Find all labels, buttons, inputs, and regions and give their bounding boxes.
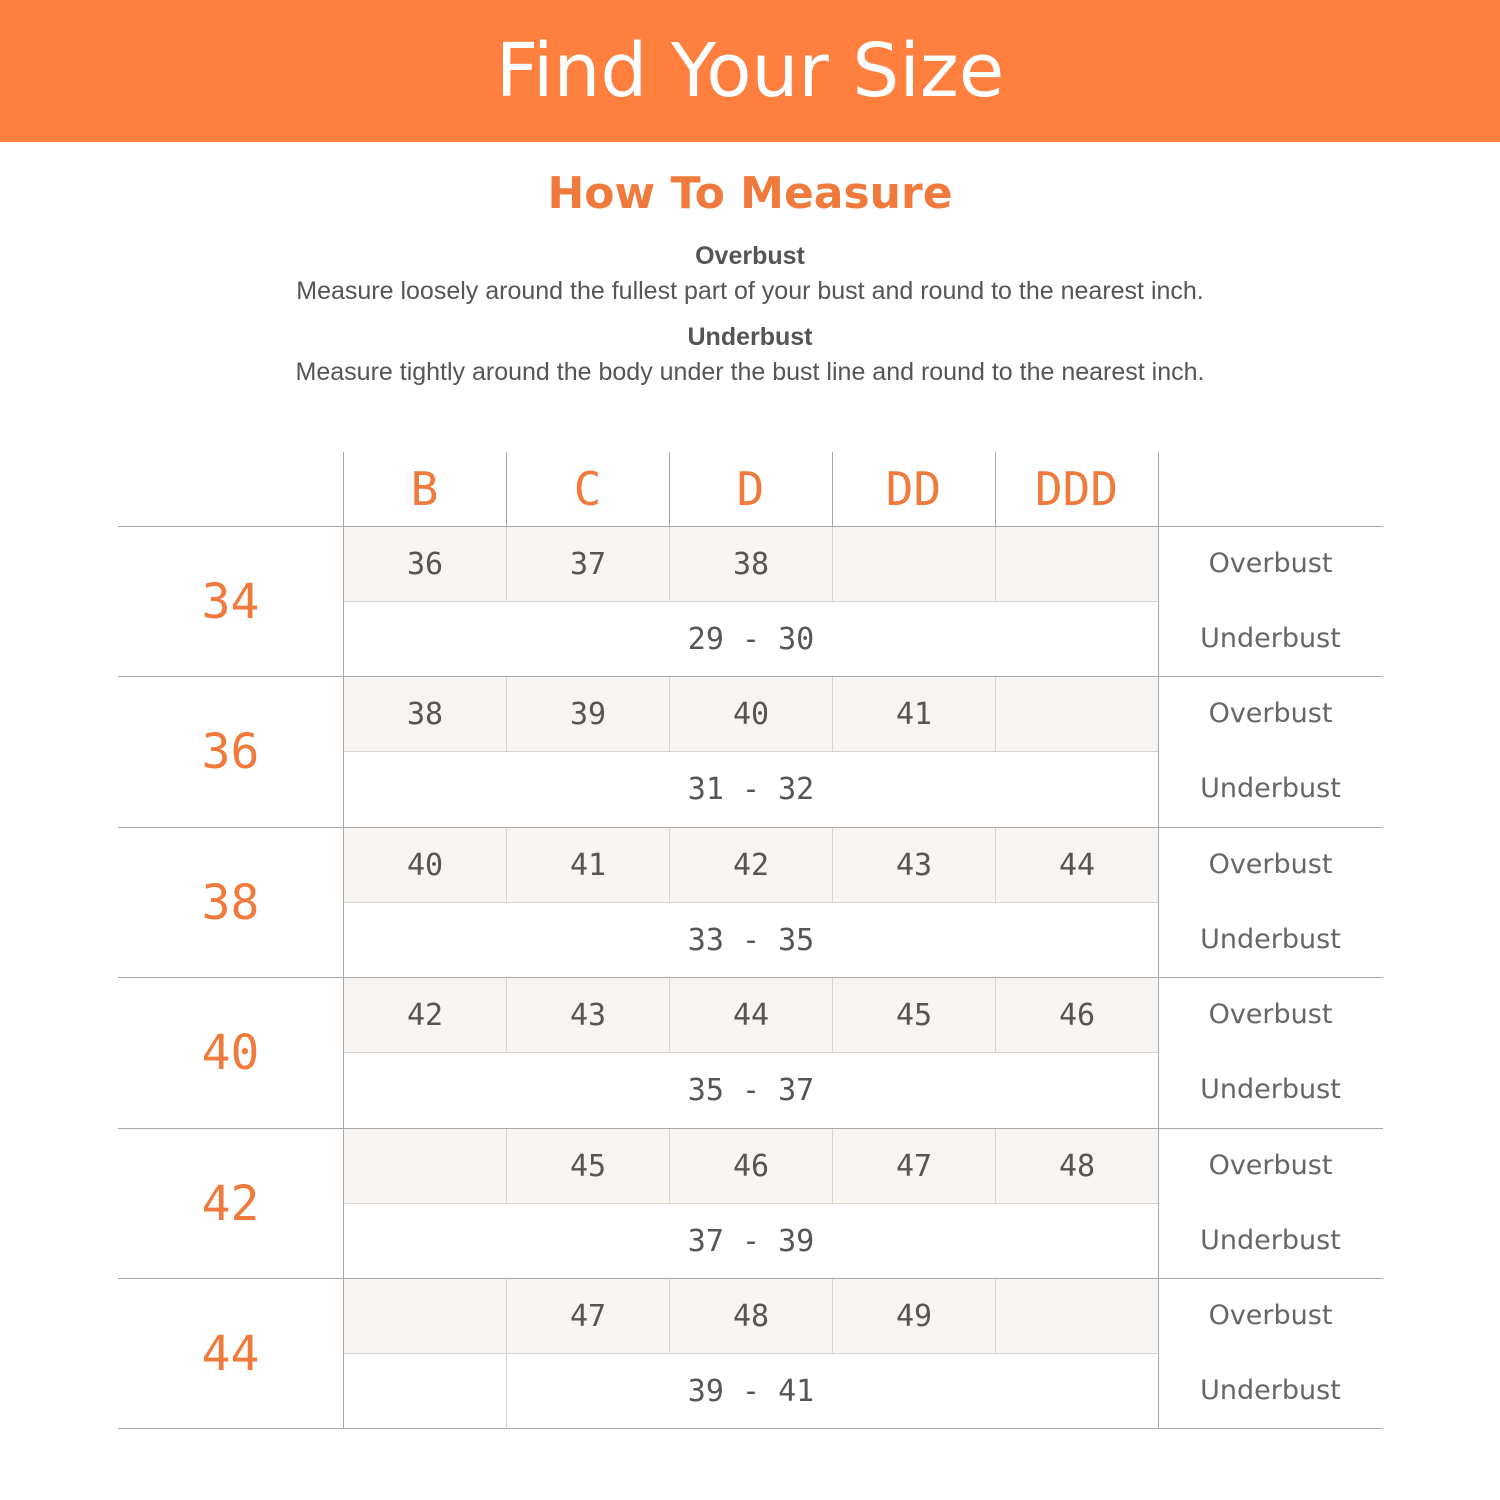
band-size-38: 38 (201, 875, 260, 931)
overbust-label: Overbust (1208, 999, 1333, 1030)
underbust-label: Underbust (1200, 623, 1341, 654)
underbust-term: Underbust (687, 323, 813, 351)
underbust-label: Underbust (1200, 773, 1341, 804)
overbust-cell: 36 (344, 527, 507, 601)
band-size-44: 44 (201, 1326, 260, 1382)
overbust-cell: 38 (344, 677, 507, 751)
overbust-cell: 49 (833, 1279, 996, 1353)
overbust-cell: 47 (833, 1129, 996, 1203)
underbust-description: Measure tightly around the body under the bust line and round to the nearest inch. (295, 358, 1205, 386)
header-column-rule (669, 452, 670, 526)
header-column-rule (995, 452, 996, 526)
overbust-label: Overbust (1208, 548, 1333, 579)
overbust-cell: 37 (507, 527, 670, 601)
overbust-cell: 40 (344, 828, 507, 902)
cup-header-d: D (736, 462, 765, 516)
band-size-42: 42 (201, 1176, 260, 1232)
header-column-rule (832, 452, 833, 526)
cup-header-c: C (573, 462, 602, 516)
cup-header-dd: DD (885, 462, 942, 516)
overbust-cell: 39 (507, 677, 670, 751)
cup-header-b: B (410, 462, 439, 516)
overbust-cell: 44 (996, 828, 1158, 902)
overbust-cell (833, 527, 996, 601)
underbust-label: Underbust (1200, 924, 1341, 955)
overbust-cell (996, 677, 1158, 751)
underbust-label: Underbust (1200, 1375, 1341, 1406)
banner-title: Find Your Size (495, 28, 1005, 114)
overbust-cell (344, 1279, 507, 1353)
underbust-label: Underbust (1200, 1074, 1341, 1105)
overbust-cell: 45 (507, 1129, 670, 1203)
overbust-cell (344, 1129, 507, 1203)
header-column-rule (343, 452, 344, 526)
overbust-cell: 43 (833, 828, 996, 902)
underbust-range: 31 - 32 (687, 771, 815, 807)
overbust-label: Overbust (1208, 1150, 1333, 1181)
underbust-range: 35 - 37 (687, 1072, 815, 1108)
cup-header-ddd: DDD (1034, 462, 1119, 516)
overbust-cell: 48 (996, 1129, 1158, 1203)
overbust-cell: 41 (833, 677, 996, 751)
header-column-rule (1158, 452, 1159, 526)
overbust-cell: 40 (670, 677, 833, 751)
overbust-label: Overbust (1208, 849, 1333, 880)
overbust-cell: 47 (507, 1279, 670, 1353)
overbust-cell: 46 (670, 1129, 833, 1203)
overbust-cell: 38 (670, 527, 833, 601)
overbust-cell: 42 (344, 978, 507, 1052)
band-size-34: 34 (201, 574, 260, 630)
underbust-range: 29 - 30 (687, 621, 815, 657)
underbust-label: Underbust (1200, 1225, 1341, 1256)
overbust-cell (996, 527, 1158, 601)
overbust-cell: 43 (507, 978, 670, 1052)
overbust-cell: 46 (996, 978, 1158, 1052)
overbust-description: Measure loosely around the fullest part of your bust and round to the nearest inch. (296, 277, 1204, 305)
header-column-rule (506, 452, 507, 526)
overbust-term: Overbust (695, 242, 805, 270)
overbust-cell: 42 (670, 828, 833, 902)
overbust-cell (996, 1279, 1158, 1353)
overbust-cell: 48 (670, 1279, 833, 1353)
overbust-cell: 45 (833, 978, 996, 1052)
underbust-range: 39 - 41 (687, 1373, 815, 1409)
underbust-range: 37 - 39 (687, 1223, 815, 1259)
band-size-40: 40 (201, 1025, 260, 1081)
underbust-range: 33 - 35 (687, 922, 815, 958)
how-to-measure-title: How To Measure (547, 168, 953, 219)
overbust-label: Overbust (1208, 698, 1333, 729)
overbust-cell: 44 (670, 978, 833, 1052)
band-size-36: 36 (201, 724, 260, 780)
banner (0, 0, 1500, 142)
overbust-cell: 41 (507, 828, 670, 902)
overbust-label: Overbust (1208, 1300, 1333, 1331)
